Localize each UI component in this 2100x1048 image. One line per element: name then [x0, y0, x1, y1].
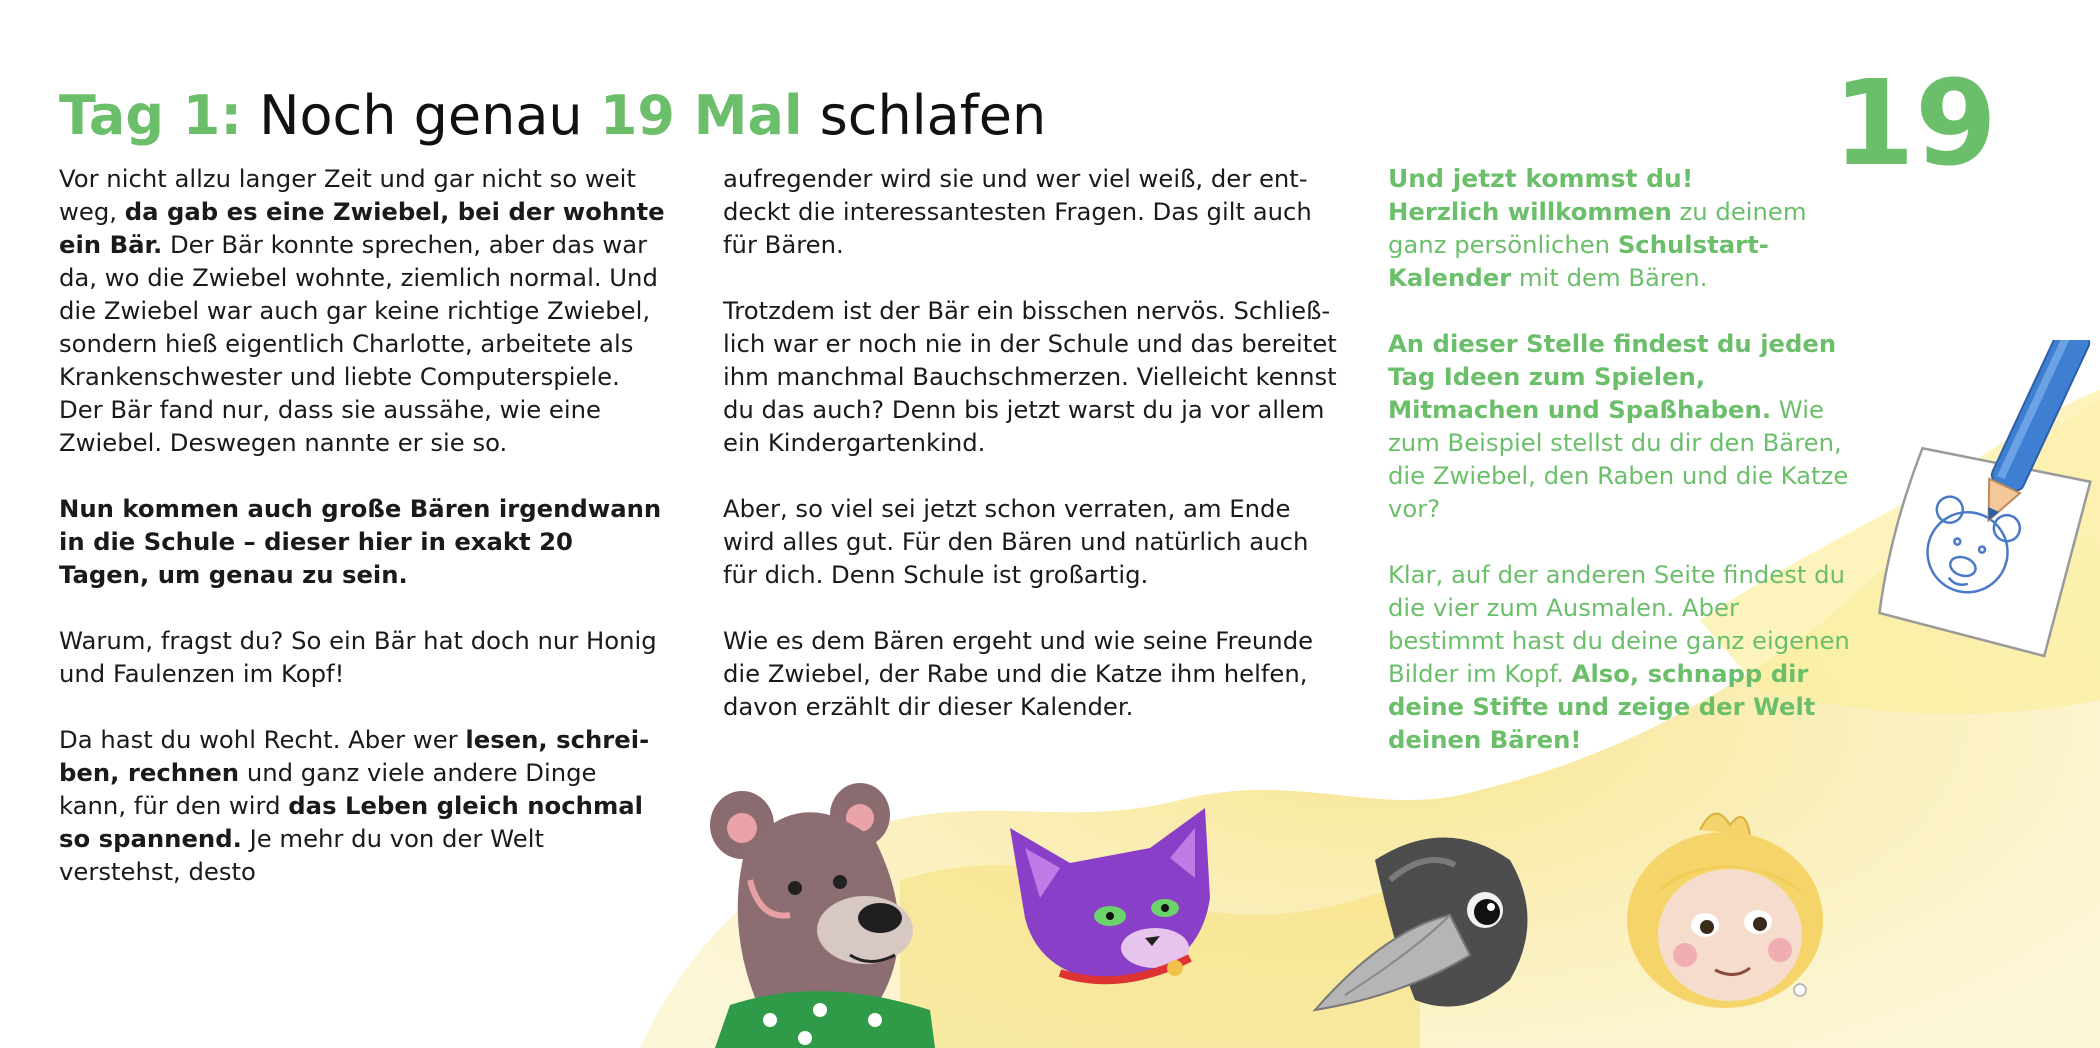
paragraph: [59, 162, 669, 459]
paragraph: Wie es dem Bären ergeht und wie seine Freunde die Zwiebel, der Rabe und die Katze ihm helfen, davon erzählt dir dieser Kalender.: [723, 626, 1314, 721]
text-run: mit dem Bären.: [1511, 263, 1708, 292]
bold-text: An dieser Stelle findest du jeden Tag Ideen zum Spielen, Mitmachen und Spaßhaben.: [1388, 329, 1837, 424]
page-title: [59, 80, 1046, 152]
bold-text: da gab es eine Zwiebel, bei der wohnte ein Bär.: [59, 197, 665, 259]
cat-illustration: [1000, 808, 1230, 998]
paragraph: Warum, fragst du? So ein Bär hat doch nur Honig und Faulenzen im Kopf!: [59, 626, 657, 688]
paragraph: [59, 723, 669, 888]
paragraph: Aber, so viel sei jetzt schon verraten, am Ende wird alles gut. Für den Bären und natürlich auch für dich. Denn Schule ist großartig.: [723, 494, 1309, 589]
paragraph: [1388, 195, 1858, 294]
day-number: 19: [1832, 54, 1997, 192]
text-run: Wie zum Beispiel stellst du dir den Bären, die Zwiebel, den Raben und die Katze vor?: [1388, 395, 1849, 523]
text-column-3: [1388, 162, 1858, 789]
bold-text: Also, schnapp dir deine Stifte und zeige der Welt deinen Bären!: [1388, 659, 1816, 754]
bold-text: Herzlich willkommen: [1388, 197, 1672, 226]
text-run: Je mehr du von der Welt verstehst, desto: [59, 824, 544, 886]
bold-text: Nun kommen auch große Bären irgendwann in die Schule – dieser hier in exakt 20 Tagen, um genau zu sein.: [59, 494, 662, 589]
title-text: Noch genau: [241, 84, 600, 147]
text-run: Klar, auf der anderen Seite findest du die vier zum Ausmalen. Aber bestimmt hast du deine ganz eigenen Bilder im Kopf.: [1388, 560, 1850, 688]
section-heading: Und jetzt kommst du!: [1388, 164, 1694, 193]
text-column-1: [59, 162, 669, 921]
paragraph: aufregender wird sie und wer viel weiß, der entdeckt die interessantesten Fragen. Das gilt auch für Bären.: [723, 164, 1312, 259]
onion-girl-illustration: [1600, 800, 1850, 1015]
paragraph: [59, 492, 669, 591]
bold-text: Schulstart-Kalender: [1388, 230, 1769, 292]
text-run: zu deinem ganz persönlichen: [1388, 197, 1807, 259]
text-run: Vor nicht allzu langer Zeit und gar nicht so weit weg,: [59, 164, 636, 226]
text-run: Da hast du wohl Recht. Aber wer: [59, 725, 466, 754]
text-column-2: [723, 162, 1343, 756]
text-run: und ganz viele andere Dinge kann, für den wird: [59, 758, 597, 820]
title-day-label: Tag 1:: [59, 84, 242, 147]
bold-text: lesen, schreiben, rechnen: [59, 725, 650, 787]
pencil-drawing-illustration: [1860, 340, 2100, 670]
title-suffix: schlafen: [802, 84, 1047, 147]
bear-illustration: [690, 770, 960, 1048]
title-count: 19 Mal: [599, 84, 803, 147]
paragraph: [1388, 558, 1858, 756]
paragraph: Trotzdem ist der Bär ein bisschen nervös. Schließlich war er noch nie in der Schule und das bereitet ihm manchmal Bauchschmerzen. Vielleicht kennst du das auch? Denn bis jetzt warst du ja vor allem ein Kindergartenkind.: [723, 296, 1337, 457]
text-run: Der Bär konnte sprechen, aber das war da, wo die Zwiebel wohnte, ziemlich normal. Und die Zwiebel war auch gar keine richtige Zwiebel, sondern hieß eigentlich Charlotte, arbeitete als Krankenschwester und liebte Computerspiele. Der Bär fand nur, dass sie aussähe, wie eine Zwiebel. Deswegen nannte er sie so.: [59, 230, 658, 457]
bold-text: das Leben gleich nochmal so spannend.: [59, 791, 643, 853]
raven-illustration: [1305, 820, 1545, 1020]
paragraph: [1388, 327, 1858, 525]
